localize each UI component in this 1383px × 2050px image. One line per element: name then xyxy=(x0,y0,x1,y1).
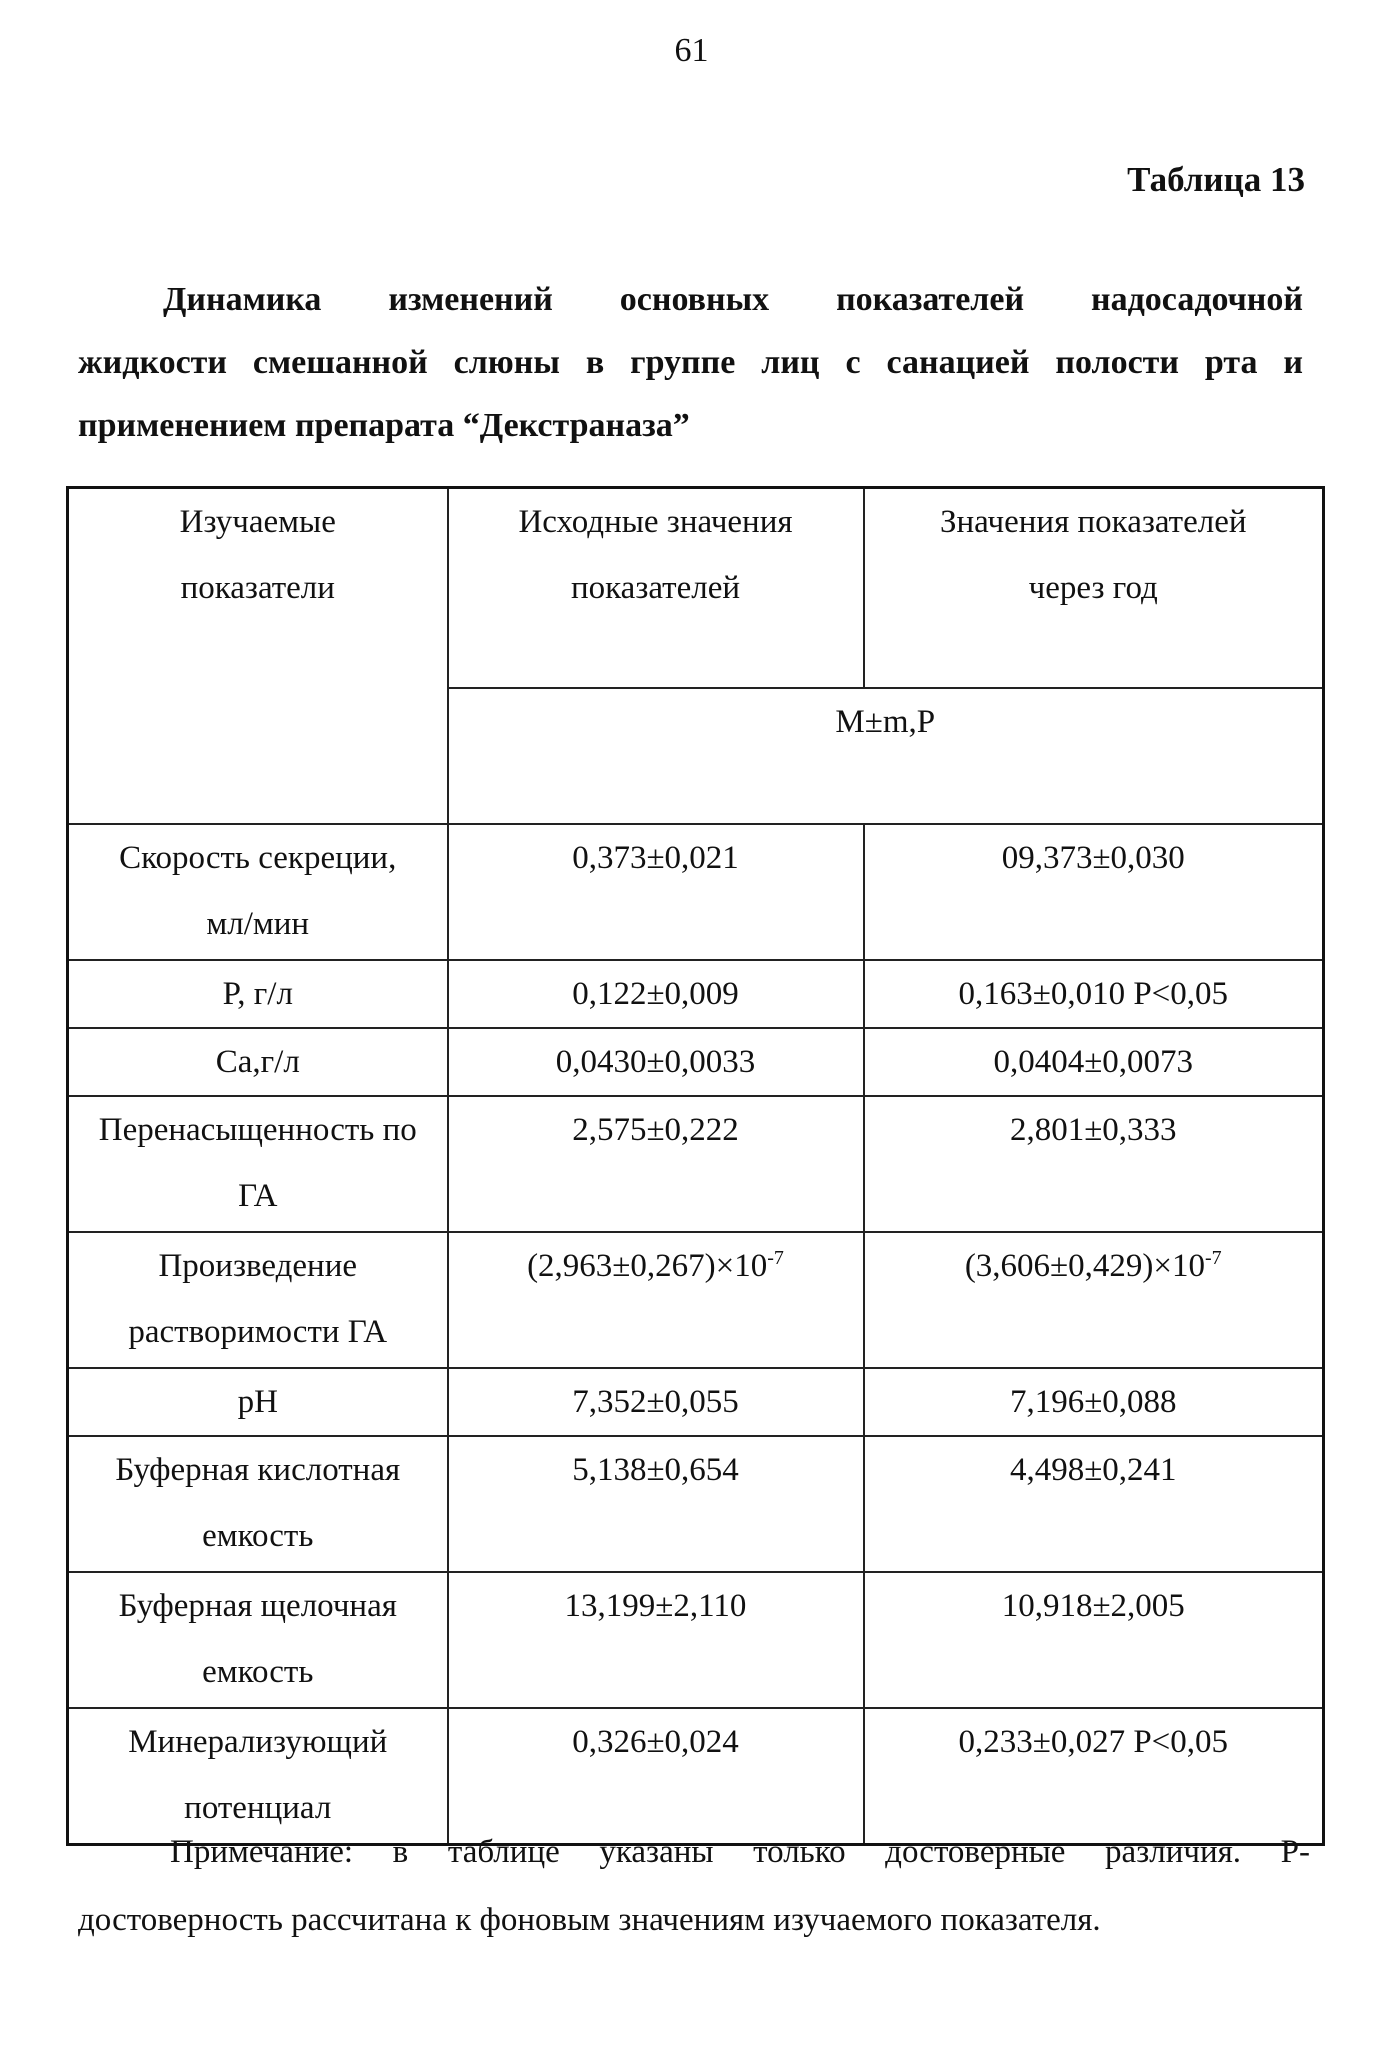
table-caption xyxy=(78,268,1303,457)
table-row xyxy=(68,1096,1324,1232)
table-row xyxy=(68,960,1324,1028)
table-note xyxy=(78,1818,1310,1954)
row-label: pH xyxy=(68,1368,448,1436)
row-initial: 0,373±0,021 xyxy=(448,824,864,960)
row-after: 0,233±0,027 P<0,05 xyxy=(864,1708,1324,1845)
row-initial: 0,326±0,024 xyxy=(448,1708,864,1845)
row-label: Буферная кислотная емкость xyxy=(68,1436,448,1572)
row-initial: 0,122±0,009 xyxy=(448,960,864,1028)
data-table xyxy=(66,486,1325,1846)
row-label: Произведение растворимости ГА xyxy=(68,1232,448,1368)
row-label: Ca,г/л xyxy=(68,1028,448,1096)
header-units: M±m,P xyxy=(448,688,1324,824)
row-label: Буферная щелочная емкость xyxy=(68,1572,448,1708)
row-after: 7,196±0,088 xyxy=(864,1368,1324,1436)
row-label: P, г/л xyxy=(68,960,448,1028)
row-initial: 13,199±2,110 xyxy=(448,1572,864,1708)
caption-line-1: Динамика изменений основных показателей надосадочной xyxy=(163,281,1303,318)
table-row xyxy=(68,1028,1324,1096)
header-initial: Исходные значения показателей xyxy=(448,488,864,689)
row-initial: 7,352±0,055 xyxy=(448,1368,864,1436)
row-label: Перенасыщенность по ГА xyxy=(68,1096,448,1232)
row-initial: 0,0430±0,0033 xyxy=(448,1028,864,1096)
row-after: $(3,606\pm 0,429)\times 10^{-7}$ xyxy=(864,1232,1324,1368)
page-number: 61 xyxy=(674,32,709,69)
note-line-1: Примечание: в таблице указаны только достоверные различия. P- xyxy=(170,1834,1310,1870)
row-after: 09,373±0,030 xyxy=(864,824,1324,960)
note-line-2: достоверность рассчитана к фоновым значениям изучаемого показателя. xyxy=(78,1902,1101,1938)
caption-rest: жидкости смешанной слюны в группе лиц с санацией полости рта и применением препарата “Декстраназа” xyxy=(78,344,1303,444)
row-label: Минерализующий потенциал xyxy=(68,1708,448,1845)
table-row xyxy=(68,1368,1324,1436)
header-after-year: Значения показателей через год xyxy=(864,488,1324,689)
row-after: 0,163±0,010 P<0,05 xyxy=(864,960,1324,1028)
table-row xyxy=(68,824,1324,960)
table-label: Таблица 13 xyxy=(1127,160,1305,199)
row-initial: 5,138±0,654 xyxy=(448,1436,864,1572)
table-row xyxy=(68,1232,1324,1368)
row-initial: $(2,963\pm 0,267)\times 10^{-7}$ xyxy=(448,1232,864,1368)
row-initial: 2,575±0,222 xyxy=(448,1096,864,1232)
row-label: Скорость секреции, мл/мин xyxy=(68,824,448,960)
row-after: 10,918±2,005 xyxy=(864,1572,1324,1708)
row-after: 4,498±0,241 xyxy=(864,1436,1324,1572)
table-row xyxy=(68,1572,1324,1708)
header-indicators: Изучаемые показатели xyxy=(68,488,448,825)
table-row xyxy=(68,1436,1324,1572)
row-after: 2,801±0,333 xyxy=(864,1096,1324,1232)
row-after: 0,0404±0,0073 xyxy=(864,1028,1324,1096)
